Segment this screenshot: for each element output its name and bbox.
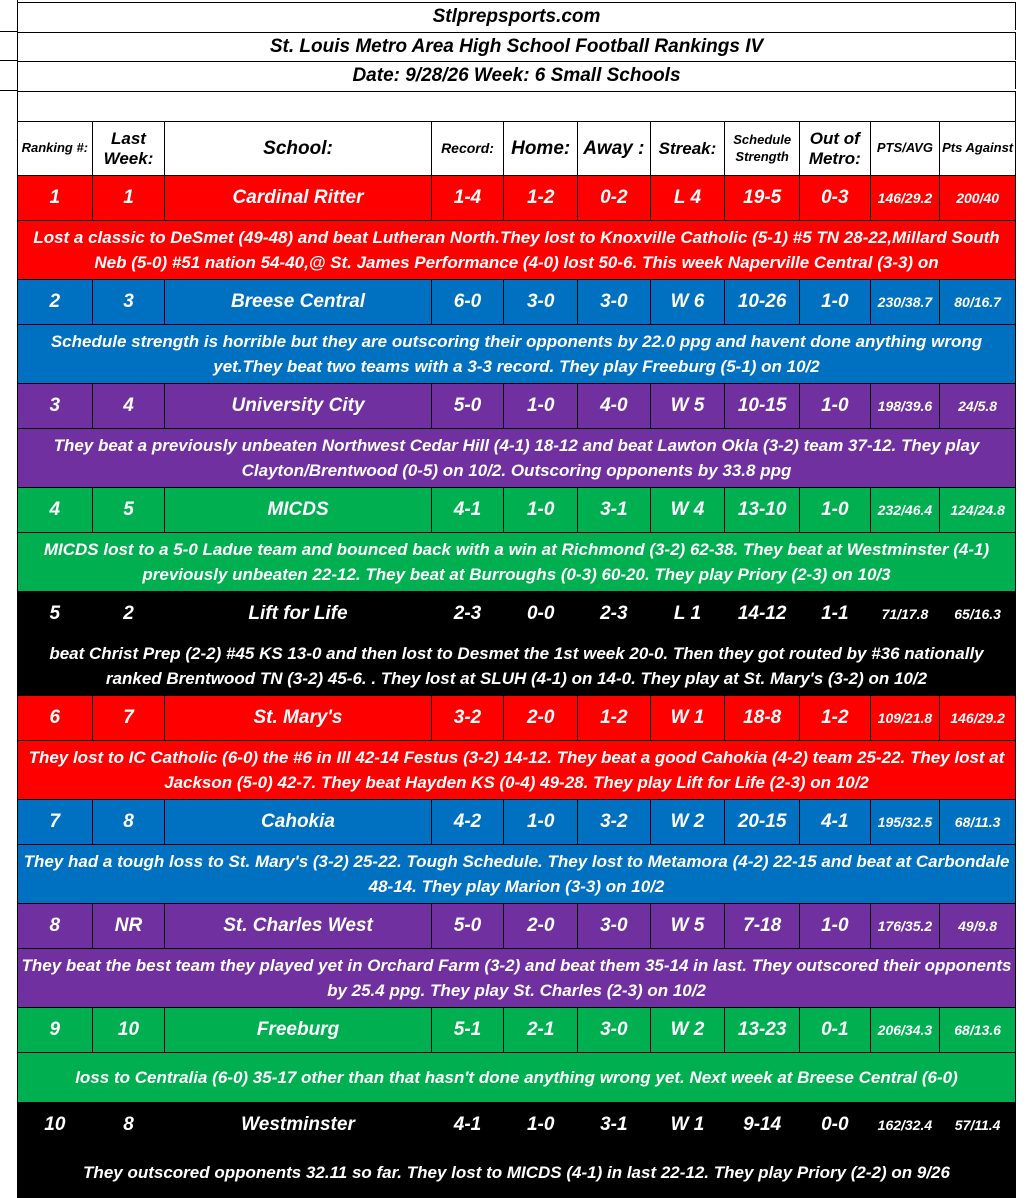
- team-streak: L 4: [650, 176, 725, 221]
- row-gutter: [0, 0, 18, 1166]
- team-description-row: [18, 221, 1016, 280]
- team-school: Westminster: [165, 1103, 431, 1148]
- team-away: 3-2: [578, 800, 651, 845]
- team-home: 1-0: [504, 384, 578, 429]
- team-pts-against: 65/16.3: [940, 592, 1016, 637]
- team-record: 5-0: [431, 904, 504, 949]
- team-home: 1-0: [504, 488, 578, 533]
- col-record: Record:: [431, 122, 504, 176]
- team-pts-avg: 176/35.2: [870, 904, 940, 949]
- team-home: 0-0: [504, 592, 578, 637]
- column-header-row: [18, 122, 1016, 176]
- team-home: 2-0: [504, 696, 578, 741]
- team-description-row: [18, 1053, 1016, 1103]
- team-home: 2-0: [504, 904, 578, 949]
- team-last-week: 2: [92, 592, 165, 637]
- team-school: Cahokia: [165, 800, 431, 845]
- team-rank: 3: [18, 384, 93, 429]
- team-school: Breese Central: [165, 280, 431, 325]
- team-description: MICDS lost to a 5-0 Ladue team and bounced back with a win at Richmond (3-2) 62-38. They beat at Westminster (4-1) previously unbeaten 22-12. They beat at Burroughs (0-3) 60-20. They play Priory (2-3) on 10/3: [18, 533, 1016, 592]
- team-pts-against: 80/16.7: [940, 280, 1016, 325]
- team-record: 5-1: [431, 1008, 504, 1053]
- team-home: 2-1: [504, 1008, 578, 1053]
- team-row: [18, 384, 1016, 429]
- team-pts-avg: 162/32.4: [870, 1103, 940, 1148]
- team-streak: W 5: [650, 904, 725, 949]
- team-rank: 2: [18, 280, 93, 325]
- page-title: St. Louis Metro Area High School Football Rankings IV: [17, 32, 1016, 60]
- gutter-line: [0, 90, 17, 91]
- team-pts-against: 24/5.8: [940, 384, 1016, 429]
- team-row: [18, 280, 1016, 325]
- team-home: 3-0: [504, 280, 578, 325]
- team-school: University City: [165, 384, 431, 429]
- team-last-week: 4: [92, 384, 165, 429]
- team-pts-avg: 198/39.6: [870, 384, 940, 429]
- col-pts-against: Pts Against: [940, 122, 1016, 176]
- col-school: School:: [165, 122, 431, 176]
- team-description-row: [18, 1148, 1016, 1198]
- team-pts-against: 146/29.2: [940, 696, 1016, 741]
- team-pts-avg: 232/46.4: [870, 488, 940, 533]
- col-pts-avg: PTS/AVG: [870, 122, 940, 176]
- team-rank: 9: [18, 1008, 93, 1053]
- col-out-of-metro: Out of Metro:: [799, 122, 870, 176]
- team-pts-avg: 71/17.8: [870, 592, 940, 637]
- team-home: 1-0: [504, 800, 578, 845]
- team-last-week: 3: [92, 280, 165, 325]
- team-away: 0-2: [578, 176, 651, 221]
- team-school: Freeburg: [165, 1008, 431, 1053]
- team-out-of-metro: 0-3: [799, 176, 870, 221]
- rankings-table: [17, 121, 1016, 1198]
- col-schedule-strength: Schedule Strength: [725, 122, 800, 176]
- team-row: [18, 800, 1016, 845]
- team-rank: 7: [18, 800, 93, 845]
- team-streak: W 1: [650, 696, 725, 741]
- team-schedule-strength: 20-15: [725, 800, 800, 845]
- blank-row: [17, 91, 1016, 121]
- team-schedule-strength: 9-14: [725, 1103, 800, 1148]
- team-home: 1-2: [504, 176, 578, 221]
- team-streak: W 6: [650, 280, 725, 325]
- team-description: They beat a previously unbeaten Northwest Cedar Hill (4-1) 18-12 and beat Lawton Okla (3-2) team 37-12. They play Clayton/Brentwood (0-5) on 10/2. Outscoring opponents by 33.8 ppg: [18, 429, 1016, 488]
- team-last-week: 7: [92, 696, 165, 741]
- team-away: 3-0: [578, 1008, 651, 1053]
- team-schedule-strength: 13-23: [725, 1008, 800, 1053]
- team-pts-against: 57/11.4: [940, 1103, 1016, 1148]
- team-description: They lost to IC Catholic (6-0) the #6 in Ill 42-14 Festus (3-2) 14-12. They beat a good Cahokia (4-2) team 25-22. They lost at Jackson (5-0) 42-7. They beat Hayden KS (0-4) 49-28. They play Lift for Life (2-3) on 10/2: [18, 741, 1016, 800]
- team-school: Cardinal Ritter: [165, 176, 431, 221]
- team-streak: W 4: [650, 488, 725, 533]
- team-row: [18, 1103, 1016, 1148]
- team-school: St. Charles West: [165, 904, 431, 949]
- team-away: 1-2: [578, 696, 651, 741]
- team-school: MICDS: [165, 488, 431, 533]
- col-home: Home:: [504, 122, 578, 176]
- team-description-row: [18, 845, 1016, 904]
- team-away: 2-3: [578, 592, 651, 637]
- team-away: 3-1: [578, 488, 651, 533]
- team-schedule-strength: 10-26: [725, 280, 800, 325]
- team-description-row: [18, 533, 1016, 592]
- team-streak: L 1: [650, 592, 725, 637]
- team-pts-against: 49/9.8: [940, 904, 1016, 949]
- team-row: [18, 696, 1016, 741]
- team-record: 5-0: [431, 384, 504, 429]
- team-row: [18, 592, 1016, 637]
- col-away: Away :: [578, 122, 651, 176]
- team-rank: 4: [18, 488, 93, 533]
- team-away: 3-0: [578, 904, 651, 949]
- team-out-of-metro: 4-1: [799, 800, 870, 845]
- team-last-week: 1: [92, 176, 165, 221]
- team-description: loss to Centralia (6-0) 35-17 other than that hasn't done anything wrong yet. Next week at Breese Central (6-0): [18, 1053, 1016, 1103]
- team-pts-avg: 146/29.2: [870, 176, 940, 221]
- team-streak: W 5: [650, 384, 725, 429]
- team-pts-against: 124/24.8: [940, 488, 1016, 533]
- gutter-line: [0, 31, 17, 32]
- team-record: 2-3: [431, 592, 504, 637]
- team-pts-avg: 109/21.8: [870, 696, 940, 741]
- team-description: Schedule strength is horrible but they are outscoring their opponents by 22.0 ppg and havent done anything wrong yet.They beat two teams with a 3-3 record. They play Freeburg (5-1) on 10/2: [18, 325, 1016, 384]
- team-description: Lost a classic to DeSmet (49-48) and beat Lutheran North.They lost to Knoxville Catholic (5-1) #5 TN 28-22,Millard South Neb (5-0) #51 nation 54-40,@ St. James Performance (4-0) lost 50-6. This week Naperville Central (3-3) on: [18, 221, 1016, 280]
- team-away: 3-0: [578, 280, 651, 325]
- team-school: St. Mary's: [165, 696, 431, 741]
- team-rank: 1: [18, 176, 93, 221]
- team-last-week: 5: [92, 488, 165, 533]
- gutter-line: [0, 60, 17, 61]
- team-row: [18, 488, 1016, 533]
- team-last-week: 10: [92, 1008, 165, 1053]
- team-last-week: 8: [92, 1103, 165, 1148]
- team-out-of-metro: 1-0: [799, 384, 870, 429]
- team-last-week: NR: [92, 904, 165, 949]
- team-record: 6-0: [431, 280, 504, 325]
- team-school: Lift for Life: [165, 592, 431, 637]
- team-away: 4-0: [578, 384, 651, 429]
- team-schedule-strength: 13-10: [725, 488, 800, 533]
- team-description: They had a tough loss to St. Mary's (3-2) 25-22. Tough Schedule. They lost to Metamora (4-2) 22-15 and beat at Carbondale 48-14. They play Marion (3-3) on 10/2: [18, 845, 1016, 904]
- team-away: 3-1: [578, 1103, 651, 1148]
- team-description-row: [18, 325, 1016, 384]
- team-out-of-metro: 0-0: [799, 1103, 870, 1148]
- team-out-of-metro: 1-0: [799, 488, 870, 533]
- team-description: They outscored opponents 32.11 so far. They lost to MICDS (4-1) in last 22-12. They play Priory (2-2) on 9/26: [18, 1148, 1016, 1198]
- team-streak: W 2: [650, 800, 725, 845]
- team-pts-avg: 230/38.7: [870, 280, 940, 325]
- team-out-of-metro: 1-0: [799, 904, 870, 949]
- team-description: beat Christ Prep (2-2) #45 KS 13-0 and then lost to Desmet the 1st week 20-0. Then they got routed by #36 nationally ranked Brentwood TN (3-2) 45-6. . They lost at SLUH (4-1) on 14-0. They play at St. Mary's (3-2) on 10/2: [18, 637, 1016, 696]
- team-home: 1-0: [504, 1103, 578, 1148]
- team-out-of-metro: 1-2: [799, 696, 870, 741]
- team-description-row: [18, 637, 1016, 696]
- team-pts-against: 68/13.6: [940, 1008, 1016, 1053]
- team-row: [18, 176, 1016, 221]
- team-record: 4-1: [431, 488, 504, 533]
- team-row: [18, 1008, 1016, 1053]
- team-pts-against: 200/40: [940, 176, 1016, 221]
- team-out-of-metro: 0-1: [799, 1008, 870, 1053]
- team-streak: W 2: [650, 1008, 725, 1053]
- team-streak: W 1: [650, 1103, 725, 1148]
- team-pts-against: 68/11.3: [940, 800, 1016, 845]
- team-schedule-strength: 10-15: [725, 384, 800, 429]
- team-rank: 5: [18, 592, 93, 637]
- team-record: 4-1: [431, 1103, 504, 1148]
- col-ranking: Ranking #:: [18, 122, 93, 176]
- team-description-row: [18, 949, 1016, 1008]
- team-pts-avg: 206/34.3: [870, 1008, 940, 1053]
- site-name: Stlprepsports.com: [17, 2, 1016, 30]
- team-last-week: 8: [92, 800, 165, 845]
- team-rank: 6: [18, 696, 93, 741]
- team-record: 3-2: [431, 696, 504, 741]
- team-schedule-strength: 7-18: [725, 904, 800, 949]
- date-line: Date: 9/28/26 Week: 6 Small Schools: [17, 61, 1016, 89]
- team-record: 1-4: [431, 176, 504, 221]
- team-description-row: [18, 741, 1016, 800]
- team-record: 4-2: [431, 800, 504, 845]
- team-out-of-metro: 1-1: [799, 592, 870, 637]
- team-out-of-metro: 1-0: [799, 280, 870, 325]
- team-description: They beat the best team they played yet in Orchard Farm (3-2) and beat them 35-14 in last. They outscored their opponents by 25.4 ppg. They play St. Charles (2-3) on 10/2: [18, 949, 1016, 1008]
- col-last-week: Last Week:: [92, 122, 165, 176]
- team-row: [18, 904, 1016, 949]
- col-streak: Streak:: [650, 122, 725, 176]
- team-schedule-strength: 14-12: [725, 592, 800, 637]
- team-schedule-strength: 18-8: [725, 696, 800, 741]
- team-rank: 8: [18, 904, 93, 949]
- team-description-row: [18, 429, 1016, 488]
- team-pts-avg: 195/32.5: [870, 800, 940, 845]
- team-schedule-strength: 19-5: [725, 176, 800, 221]
- team-rank: 10: [18, 1103, 93, 1148]
